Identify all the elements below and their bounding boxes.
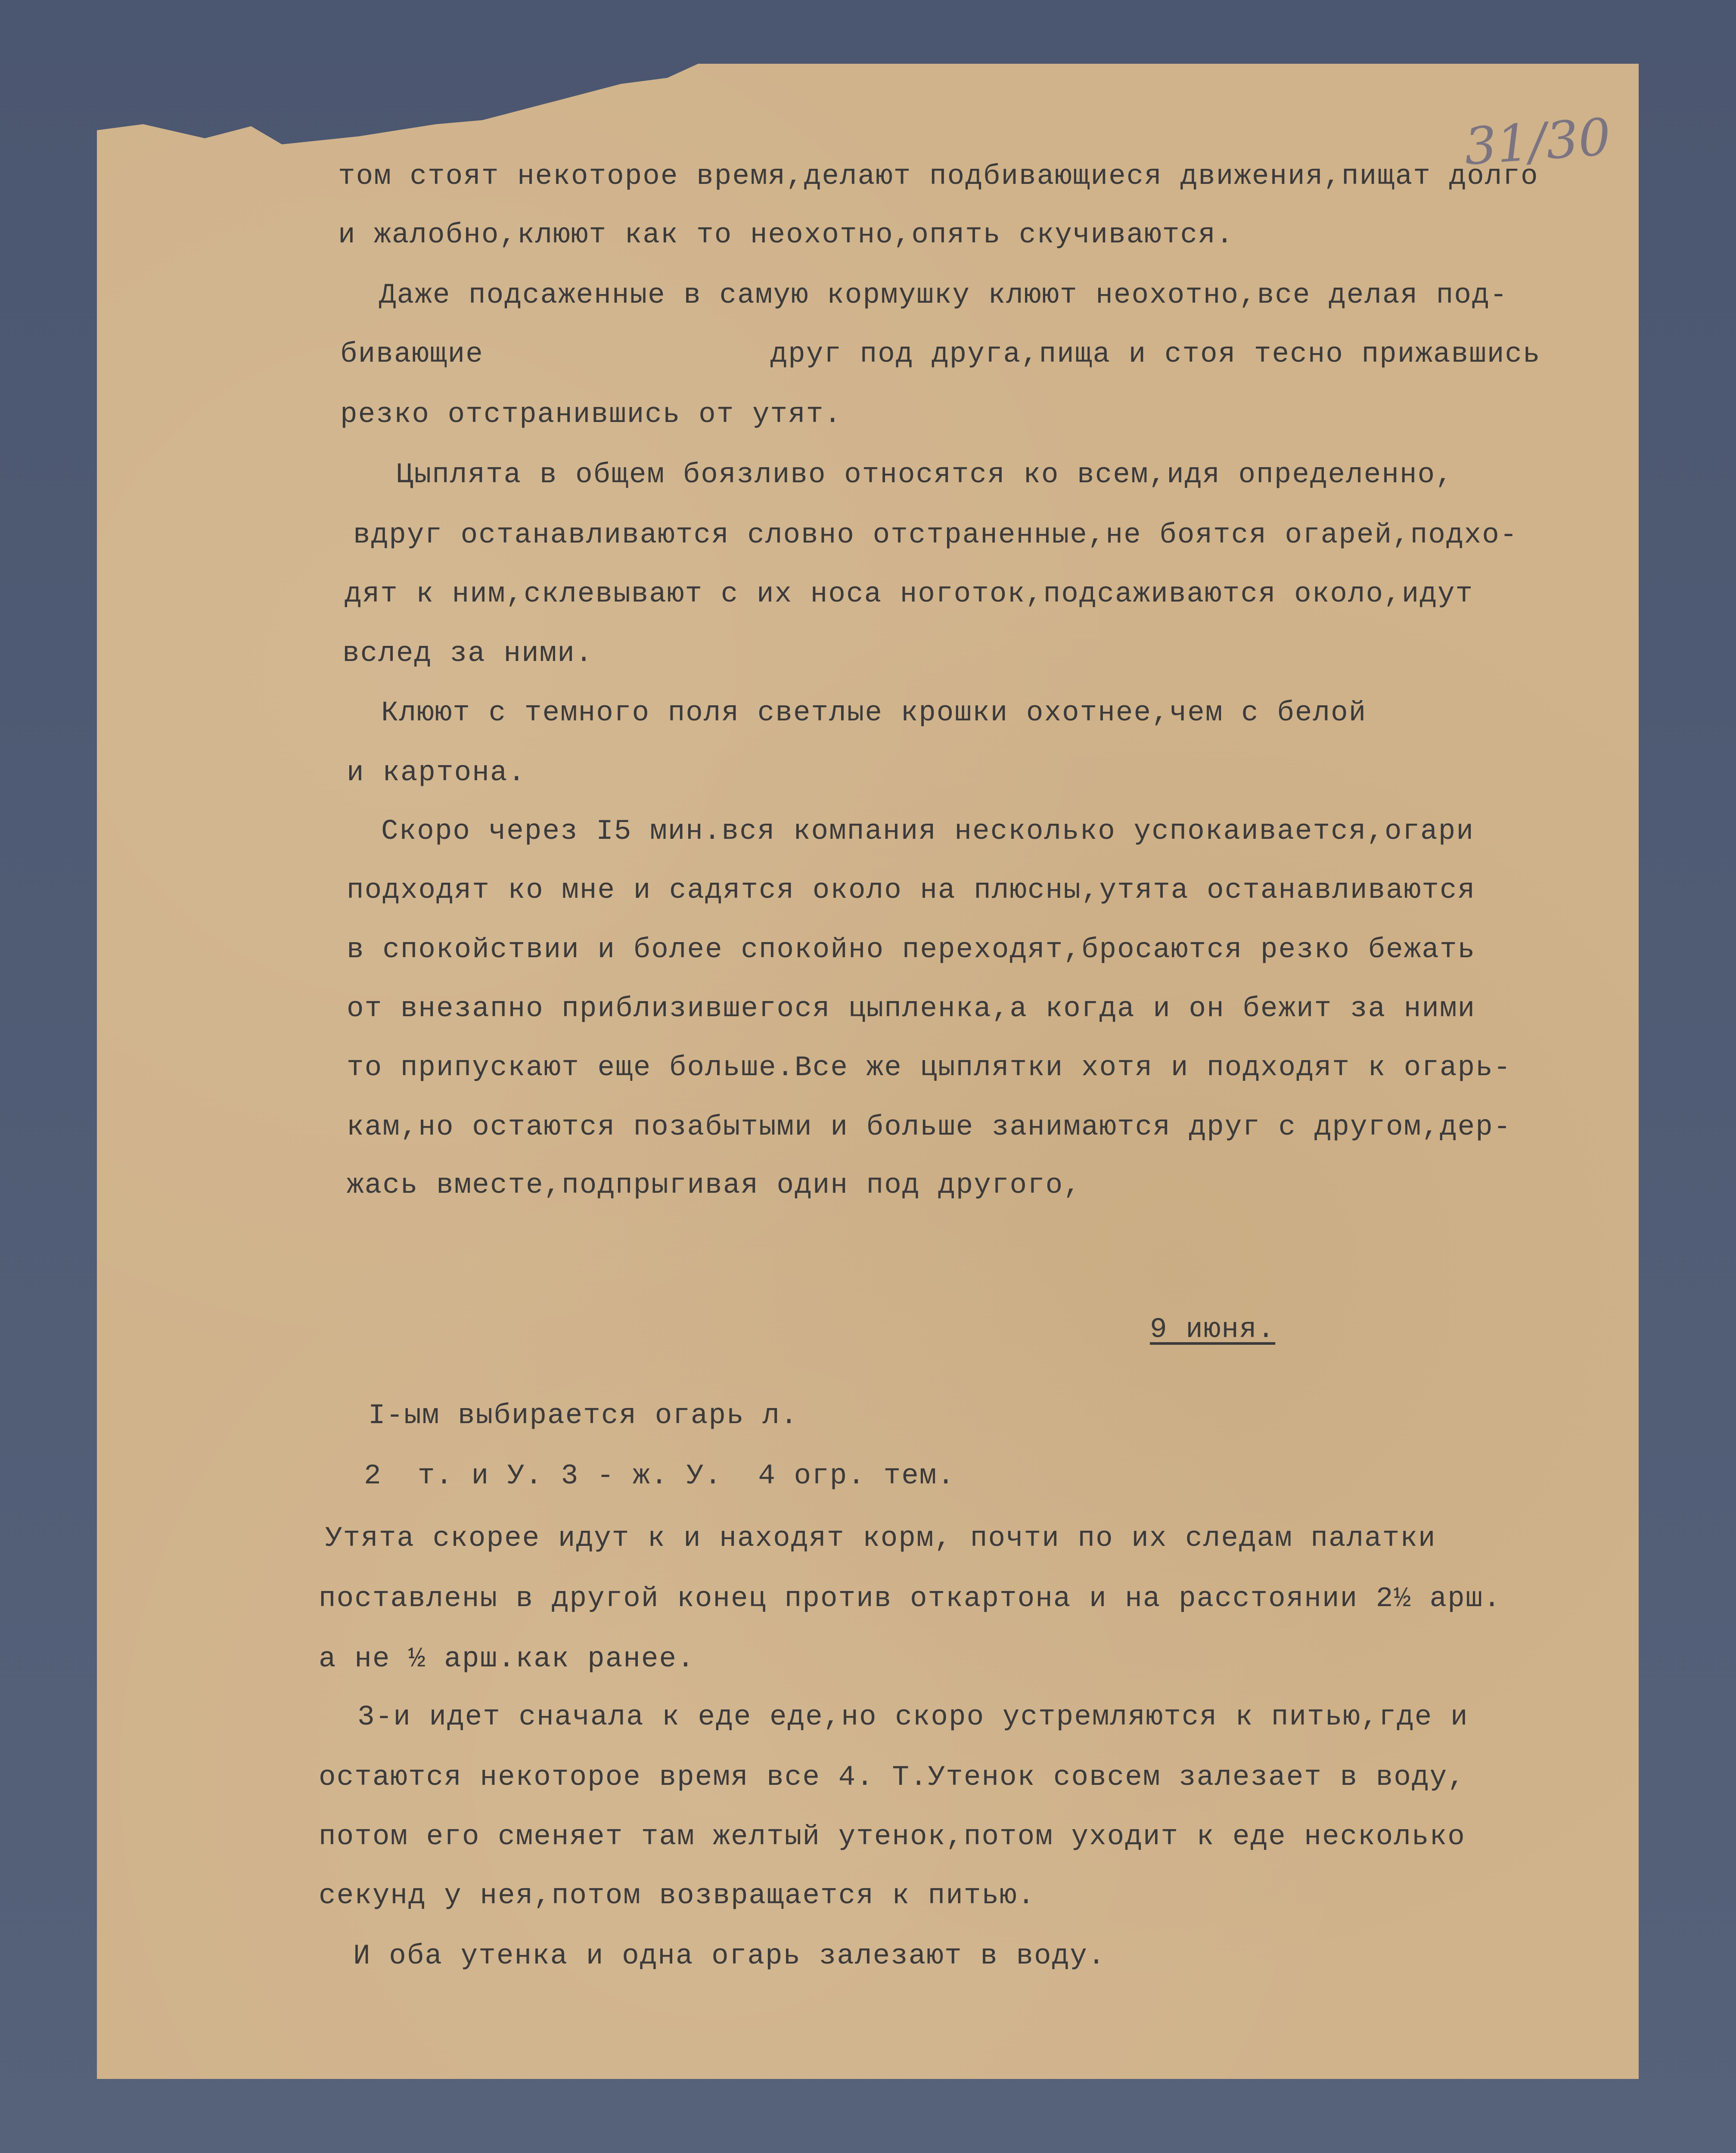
text-line: жась вместе,подпрыгивая один под другого, [347, 1169, 1081, 1201]
text-line: кам,но остаются позабытыми и больше занимаются друг с другом,дер- [347, 1111, 1512, 1143]
text-line: поставлены в другой конец против откартона и на расстоянии 2½ арш. [319, 1582, 1502, 1615]
text-line: и картона. [347, 757, 526, 789]
text-line: Скоро через I5 мин.вся компания несколько успокаивается,огари [381, 815, 1474, 847]
text-line: то припускают еще больше.Все же цыплятки хотя и подходят к огарь- [347, 1052, 1512, 1084]
text-line: подходят ко мне и садятся около на плюсны,утята останавливаются [347, 874, 1476, 906]
text-line: I-ым выбирается огарь л. [368, 1399, 798, 1432]
text-line: Утята скорее идут к и находят корм, почти по их следам палатки [325, 1522, 1436, 1554]
text-line: вслед за ними. [342, 637, 593, 670]
text-line: Даже подсаженные в самую кормушку клюют неохотно,все делая под- [379, 279, 1508, 311]
text-line: дят к ним,склевывают с их носа ноготок,подсаживаются около,идут [345, 578, 1474, 610]
text-line: а не ½ арш.как ранее. [319, 1643, 695, 1675]
text-line: бивающие друг под друга,пища и стоя тесно прижавшись [340, 338, 1541, 370]
text-line: 3-и идет сначала к еде еде,но скоро устремляются к питью,где и [357, 1701, 1469, 1733]
text-line: вдруг останавливаются словно отстраненные,не боятся огарей,подхо- [353, 519, 1518, 551]
text-line: и жалобно,клюют как то неохотно,опять скучиваются. [338, 219, 1234, 251]
text-line: остаются некоторое время все 4. Т.Утенок совсем залезает в воду, [319, 1761, 1466, 1793]
text-line: И оба утенка и одна огарь залезают в воду. [353, 1940, 1106, 1972]
text-line: секунд у нея,потом возвращается к питью. [319, 1880, 1036, 1912]
text-line: том стоят некоторое время,делают подбивающиеся движения,пищат долго [338, 160, 1539, 192]
text-line: Цыплята в общем боязливо относятся ко всем,идя определенно, [396, 459, 1453, 491]
text-line: 2 т. и У. 3 - ж. У. 4 огр. тем. [364, 1460, 956, 1492]
folio-number: 31/30 [1462, 107, 1613, 177]
text-line: резко отстранившись от утят. [340, 398, 842, 431]
text-line: потом его сменяет там желтый утенок,потом уходит к еде несколько [319, 1821, 1466, 1853]
text-line: в спокойствии и более спокойно переходят,бросаются резко бежать [347, 934, 1476, 966]
text-line: от внезапно приблизившегося цыпленка,а когда и он бежит за ними [347, 993, 1476, 1025]
text-line: Клюют с темного поля светлые крошки охотнее,чем с белой [381, 697, 1367, 729]
entry-date: 9 июня. [1150, 1313, 1276, 1346]
